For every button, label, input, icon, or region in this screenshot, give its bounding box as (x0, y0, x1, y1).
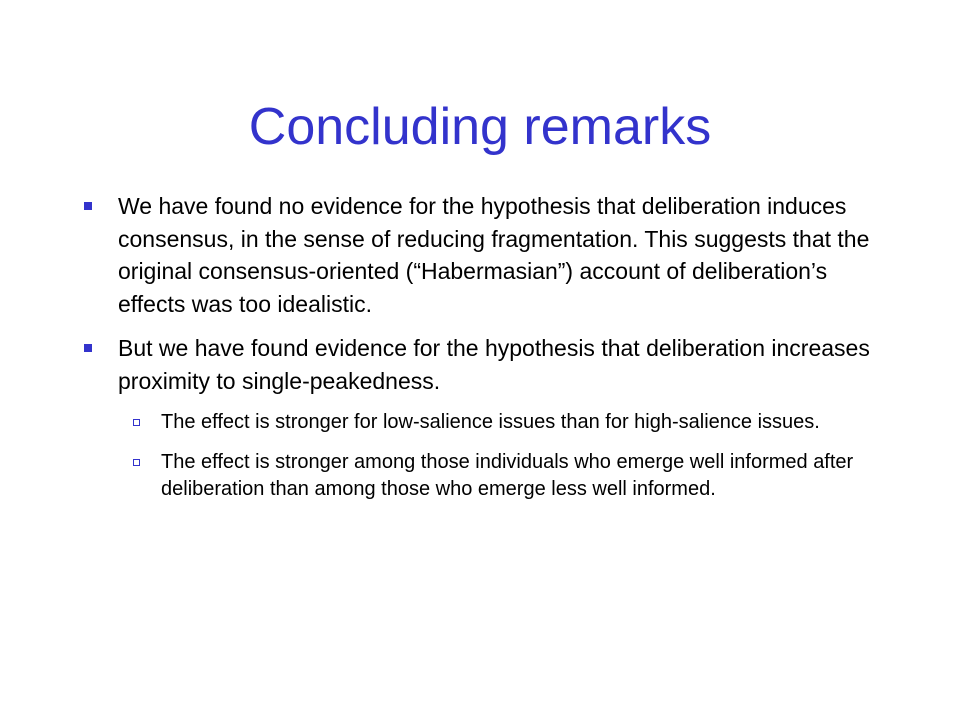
bullet-item (84, 332, 884, 503)
hollow-square-bullet-icon (133, 419, 140, 426)
bullet-list (84, 190, 884, 516)
bullet-item (84, 190, 884, 320)
slide-title: Concluding remarks (248, 98, 712, 156)
sub-bullet-list (118, 409, 884, 503)
bullet-text: But we have found evidence for the hypothesis that deliberation increases proximity to single-peakedness. (118, 335, 870, 394)
bullet-text: We have found no evidence for the hypothesis that deliberation induces consensus, in the sense of reducing fragmentation. This suggests that the original consensus-oriented (“Habermasian”) account of deliberation’s effects was too idealistic. (118, 193, 870, 317)
sub-bullet-item (118, 449, 884, 503)
sub-bullet-item (118, 409, 884, 436)
square-bullet-icon (84, 202, 92, 210)
hollow-square-bullet-icon (133, 459, 140, 466)
square-bullet-icon (84, 344, 92, 352)
sub-bullet-text: The effect is stronger for low-salience issues than for high-salience issues. (161, 411, 820, 433)
sub-bullet-text: The effect is stronger among those individuals who emerge well informed after deliberation than among those who emerge less well informed. (161, 451, 854, 500)
